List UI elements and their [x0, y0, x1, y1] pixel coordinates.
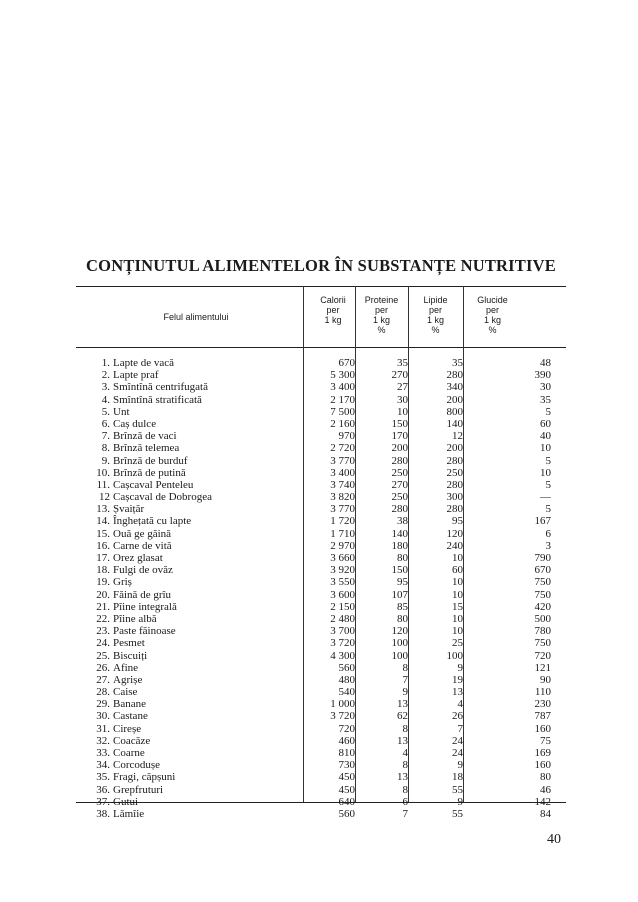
lipids-cell: 200: [446, 393, 463, 406]
table-row: [76, 357, 566, 369]
lipids-cell: 340: [446, 381, 463, 394]
calories-cell: 1 000: [330, 698, 355, 711]
carbs-cell: 500: [534, 612, 551, 625]
proteins-cell: 80: [397, 552, 408, 564]
row-number: 27.: [96, 673, 110, 686]
lipids-cell: 300: [446, 491, 463, 504]
lipids-cell: 100: [446, 649, 463, 662]
food-name: Brînză de burduf: [113, 454, 188, 467]
calories-cell: 2 970: [330, 539, 355, 552]
proteins-cell: 13: [397, 698, 408, 711]
row-number: 38.: [96, 807, 110, 820]
carbs-cell: 40: [540, 430, 551, 443]
table-row: [76, 576, 566, 588]
table-row: [76, 503, 566, 515]
food-name: Grepfruturi: [113, 783, 164, 796]
table-row: [76, 528, 566, 540]
calories-cell: 2 150: [330, 600, 355, 613]
lipids-cell: 12: [452, 430, 463, 443]
carbs-cell: 35: [540, 393, 551, 406]
proteins-cell: 7: [402, 807, 408, 820]
carbs-cell: 84: [540, 807, 551, 820]
row-number: 9.: [101, 454, 110, 467]
lipids-cell: 26: [452, 710, 463, 723]
food-name: Afine: [113, 661, 139, 674]
header-proteins: Proteine per 1 kg %: [364, 295, 399, 335]
row-number: 21.: [96, 600, 110, 613]
table-row: [76, 369, 566, 381]
proteins-cell: 250: [391, 466, 408, 479]
row-number: 6.: [101, 417, 110, 430]
table-row: [76, 674, 566, 686]
lipids-cell: 800: [446, 405, 463, 418]
row-number: 25.: [96, 649, 110, 662]
food-name: Smîntînă centrifugată: [113, 381, 208, 394]
carbs-cell: 750: [534, 637, 551, 650]
row-number: 7.: [101, 430, 110, 443]
table-row: [76, 808, 566, 820]
page-number: 40: [547, 832, 561, 847]
calories-cell: 3 660: [330, 552, 355, 564]
food-name: Cireșe: [113, 722, 142, 735]
table-row: [76, 540, 566, 552]
proteins-cell: 38: [397, 515, 408, 528]
food-name: Brînză de putină: [113, 466, 186, 479]
table-row: [76, 406, 566, 418]
proteins-cell: 270: [391, 369, 408, 382]
row-number: 18.: [96, 564, 110, 577]
proteins-cell: 100: [391, 637, 408, 650]
proteins-cell: 27: [397, 381, 408, 394]
lipids-cell: 55: [452, 807, 463, 820]
lipids-cell: 10: [452, 588, 463, 601]
carbs-cell: 420: [534, 600, 551, 613]
carbs-cell: 670: [534, 564, 551, 577]
carbs-cell: 750: [534, 576, 551, 589]
proteins-cell: 270: [391, 478, 408, 491]
calories-cell: 720: [338, 722, 355, 735]
row-number: 13.: [96, 503, 110, 516]
table-title: CONȚINUTUL ALIMENTELOR ÎN SUBSTANȚE NUTRITIVE: [86, 256, 556, 275]
calories-cell: 460: [338, 734, 355, 747]
carbs-cell: 3: [545, 539, 551, 552]
carbs-cell: 5: [545, 478, 551, 491]
lipids-cell: 4: [457, 698, 463, 711]
proteins-cell: 35: [397, 357, 408, 369]
table-row: [76, 613, 566, 625]
carbs-cell: 30: [540, 381, 551, 394]
table-row: [76, 747, 566, 759]
row-number: 32.: [96, 734, 110, 747]
food-name: Agrișe: [113, 673, 143, 686]
food-name: Castane: [113, 710, 148, 723]
carbs-cell: 780: [534, 625, 551, 638]
proteins-cell: 95: [397, 576, 408, 589]
food-name: Paste făinoase: [113, 625, 176, 638]
row-number: 35.: [96, 771, 110, 784]
lipids-cell: 55: [452, 783, 463, 796]
row-number: 3.: [101, 381, 110, 394]
row-number: 16.: [96, 539, 110, 552]
carbs-cell: 90: [540, 673, 551, 686]
carbs-cell: 160: [534, 759, 551, 772]
food-name: Banane: [113, 698, 146, 711]
row-number: 4.: [101, 393, 110, 406]
carbs-cell: —: [540, 491, 551, 504]
row-number: 15.: [96, 527, 110, 540]
table-row: [76, 564, 566, 576]
lipids-cell: 10: [452, 612, 463, 625]
table-row: [76, 430, 566, 442]
lipids-cell: 120: [446, 527, 463, 540]
lipids-cell: 10: [452, 552, 463, 564]
food-name: Smîntînă stratificată: [113, 393, 202, 406]
proteins-cell: 8: [402, 783, 408, 796]
lipids-cell: 240: [446, 539, 463, 552]
proteins-cell: 10: [397, 405, 408, 418]
lipids-cell: 10: [452, 576, 463, 589]
table-row: [76, 589, 566, 601]
calories-cell: 450: [338, 783, 355, 796]
carbs-cell: 750: [534, 588, 551, 601]
calories-cell: 4 300: [330, 649, 355, 662]
table-body: [76, 357, 566, 820]
calories-cell: 2 170: [330, 393, 355, 406]
proteins-cell: 4: [402, 747, 408, 759]
proteins-cell: 107: [391, 588, 408, 601]
lipids-cell: 200: [446, 442, 463, 455]
lipids-cell: 60: [452, 564, 463, 577]
carbs-cell: 10: [540, 442, 551, 455]
table-row: [76, 637, 566, 649]
food-name: Pîine albă: [113, 612, 157, 625]
calories-cell: 3 700: [330, 625, 355, 638]
carbs-cell: 720: [534, 649, 551, 662]
table-row: [76, 418, 566, 430]
row-number: 10.: [96, 466, 110, 479]
proteins-cell: 180: [391, 539, 408, 552]
calories-cell: 2 480: [330, 612, 355, 625]
proteins-cell: 30: [397, 393, 408, 406]
table-row: [76, 698, 566, 710]
calories-cell: 5 300: [330, 369, 355, 382]
table-row: [76, 710, 566, 722]
carbs-cell: 790: [534, 552, 551, 564]
calories-cell: 560: [338, 807, 355, 820]
calories-cell: 560: [338, 661, 355, 674]
row-number: 8.: [101, 442, 110, 455]
lipids-cell: 10: [452, 625, 463, 638]
carbs-cell: 5: [545, 503, 551, 516]
table-row: [76, 467, 566, 479]
food-name: Fulgi de ovăz: [113, 564, 173, 577]
proteins-cell: 200: [391, 442, 408, 455]
lipids-cell: 280: [446, 503, 463, 516]
row-number: 28.: [96, 686, 110, 699]
table-row: [76, 723, 566, 735]
proteins-cell: 170: [391, 430, 408, 443]
lipids-cell: 24: [452, 734, 463, 747]
calories-cell: 3 770: [330, 503, 355, 516]
lipids-cell: 24: [452, 747, 463, 759]
food-name: Înghețată cu lapte: [113, 515, 192, 528]
row-number: 19.: [96, 576, 110, 589]
table-row: [76, 796, 566, 808]
lipids-cell: 7: [457, 722, 463, 735]
table-row: [76, 686, 566, 698]
carbs-cell: 80: [540, 771, 551, 784]
food-name: Fragi, căpșuni: [113, 771, 176, 784]
row-number: 23.: [96, 625, 110, 638]
proteins-cell: 62: [397, 710, 408, 723]
food-name: Coacăze: [113, 734, 151, 747]
food-name: Griș: [113, 576, 132, 589]
carbs-cell: 6: [545, 527, 551, 540]
calories-cell: 730: [338, 759, 355, 772]
proteins-cell: 150: [391, 564, 408, 577]
food-name: Lapte praf: [113, 369, 159, 382]
table-row: [76, 552, 566, 564]
proteins-cell: 120: [391, 625, 408, 638]
carbs-cell: 169: [534, 747, 551, 759]
food-name: Cașcaval Penteleu: [113, 478, 194, 491]
proteins-cell: 9: [402, 686, 408, 699]
carbs-cell: 230: [534, 698, 551, 711]
lipids-cell: 18: [452, 771, 463, 784]
calories-cell: 1 710: [330, 527, 355, 540]
lipids-cell: 9: [457, 759, 463, 772]
proteins-cell: 13: [397, 734, 408, 747]
lipids-cell: 280: [446, 478, 463, 491]
header-lipids: Lipide per 1 kg %: [423, 295, 448, 335]
carbs-cell: 10: [540, 466, 551, 479]
row-number: 14.: [96, 515, 110, 528]
food-name: Lapte de vacă: [113, 357, 175, 369]
proteins-cell: 8: [402, 661, 408, 674]
calories-cell: 1 720: [330, 515, 355, 528]
carbs-cell: 167: [534, 515, 551, 528]
calories-cell: 670: [338, 357, 355, 369]
table-row: [76, 625, 566, 637]
food-name: Pîine integrală: [113, 600, 177, 613]
carbs-cell: 390: [534, 369, 551, 382]
proteins-cell: 85: [397, 600, 408, 613]
row-number: 34.: [96, 759, 110, 772]
lipids-cell: 15: [452, 600, 463, 613]
lipids-cell: 95: [452, 515, 463, 528]
table-row: [76, 515, 566, 527]
table-row: [76, 479, 566, 491]
calories-cell: 3 920: [330, 564, 355, 577]
row-number: 31.: [96, 722, 110, 735]
lipids-cell: 9: [457, 795, 463, 808]
carbs-cell: 110: [534, 686, 551, 699]
header-rule: [76, 347, 566, 348]
proteins-cell: 6: [402, 795, 408, 808]
proteins-cell: 80: [397, 612, 408, 625]
row-number: 37.: [96, 795, 110, 808]
table-row: [76, 759, 566, 771]
food-name: Caise: [113, 686, 138, 699]
lipids-cell: 250: [446, 466, 463, 479]
carbs-cell: 121: [534, 661, 551, 674]
carbs-cell: 75: [540, 734, 551, 747]
carbs-cell: 787: [534, 710, 551, 723]
header-food: Felul alimentului: [163, 312, 229, 322]
calories-cell: 810: [338, 747, 355, 759]
table-row: [76, 394, 566, 406]
calories-cell: 3 720: [330, 710, 355, 723]
lipids-cell: 280: [446, 454, 463, 467]
food-name: Biscuiți: [113, 649, 148, 662]
calories-cell: 2 160: [330, 417, 355, 430]
carbs-cell: 46: [540, 783, 551, 796]
row-number: 17.: [96, 552, 110, 564]
carbs-cell: 5: [545, 454, 551, 467]
food-name: Orez glasat: [113, 552, 163, 564]
proteins-cell: 13: [397, 771, 408, 784]
proteins-cell: 140: [391, 527, 408, 540]
table-row: [76, 491, 566, 503]
calories-cell: 3 400: [330, 466, 355, 479]
table-row: [76, 735, 566, 747]
calories-cell: 2 720: [330, 442, 355, 455]
proteins-cell: 8: [402, 759, 408, 772]
carbs-cell: 142: [534, 795, 551, 808]
table-row: [76, 662, 566, 674]
food-name: Gutui: [113, 795, 139, 808]
row-number: 5.: [101, 405, 110, 418]
row-number: 20.: [96, 588, 110, 601]
food-name: Unt: [113, 405, 130, 418]
lipids-cell: 25: [452, 637, 463, 650]
food-name: Coarne: [113, 747, 145, 759]
food-name: Corcodușe: [113, 759, 161, 772]
lipids-cell: 280: [446, 369, 463, 382]
top-rule: [76, 286, 566, 287]
food-name: Cașcaval de Dobrogea: [113, 491, 212, 504]
nutrition-table: [76, 286, 566, 820]
calories-cell: 3 770: [330, 454, 355, 467]
calories-cell: 3 740: [330, 478, 355, 491]
calories-cell: 3 550: [330, 576, 355, 589]
row-number: 30.: [96, 710, 110, 723]
calories-cell: 3 820: [330, 491, 355, 504]
lipids-cell: 140: [446, 417, 463, 430]
row-number: 12: [99, 491, 110, 504]
row-number: 36.: [96, 783, 110, 796]
table-row: [76, 650, 566, 662]
carbs-cell: 5: [545, 405, 551, 418]
proteins-cell: 8: [402, 722, 408, 735]
calories-cell: 7 500: [330, 405, 355, 418]
calories-cell: 450: [338, 771, 355, 784]
food-name: Caș dulce: [113, 417, 157, 430]
row-number: 29.: [96, 698, 110, 711]
carbs-cell: 48: [540, 357, 551, 369]
calories-cell: 970: [338, 430, 355, 443]
food-name: Lămîie: [113, 807, 145, 820]
table-row: [76, 455, 566, 467]
food-name: Pesmet: [113, 637, 145, 650]
food-name: Carne de vită: [113, 539, 172, 552]
proteins-cell: 7: [402, 673, 408, 686]
food-name: Făină de grîu: [113, 588, 172, 601]
proteins-cell: 250: [391, 491, 408, 504]
calories-cell: 480: [338, 673, 355, 686]
header-calories: Calorii per 1 kg: [320, 295, 346, 325]
proteins-cell: 150: [391, 417, 408, 430]
row-number: 11.: [96, 478, 110, 491]
calories-cell: 640: [338, 795, 355, 808]
row-number: 33.: [96, 747, 110, 759]
carbs-cell: 60: [540, 417, 551, 430]
proteins-cell: 280: [391, 454, 408, 467]
calories-cell: 3 720: [330, 637, 355, 650]
lipids-cell: 13: [452, 686, 463, 699]
row-number: 26.: [96, 661, 110, 674]
lipids-cell: 19: [452, 673, 463, 686]
lipids-cell: 9: [457, 661, 463, 674]
table-row: [76, 442, 566, 454]
table-row: [76, 381, 566, 393]
row-number: 22.: [96, 612, 110, 625]
food-name: Ouă ge găină: [113, 527, 172, 540]
row-number: 24.: [96, 637, 110, 650]
table-row: [76, 784, 566, 796]
header-carbs: Glucide per 1 kg %: [477, 295, 508, 335]
calories-cell: 540: [338, 686, 355, 699]
proteins-cell: 100: [391, 649, 408, 662]
proteins-cell: 280: [391, 503, 408, 516]
food-name: Șvaițăr: [113, 503, 145, 516]
food-name: Brînză telemea: [113, 442, 180, 455]
table-row: [76, 601, 566, 613]
calories-cell: 3 600: [330, 588, 355, 601]
calories-cell: 3 400: [330, 381, 355, 394]
row-number: 1.: [101, 357, 110, 369]
table-row: [76, 771, 566, 783]
row-number: 2.: [101, 369, 110, 382]
lipids-cell: 35: [452, 357, 463, 369]
food-name: Brînză de vaci: [113, 430, 177, 443]
carbs-cell: 160: [534, 722, 551, 735]
